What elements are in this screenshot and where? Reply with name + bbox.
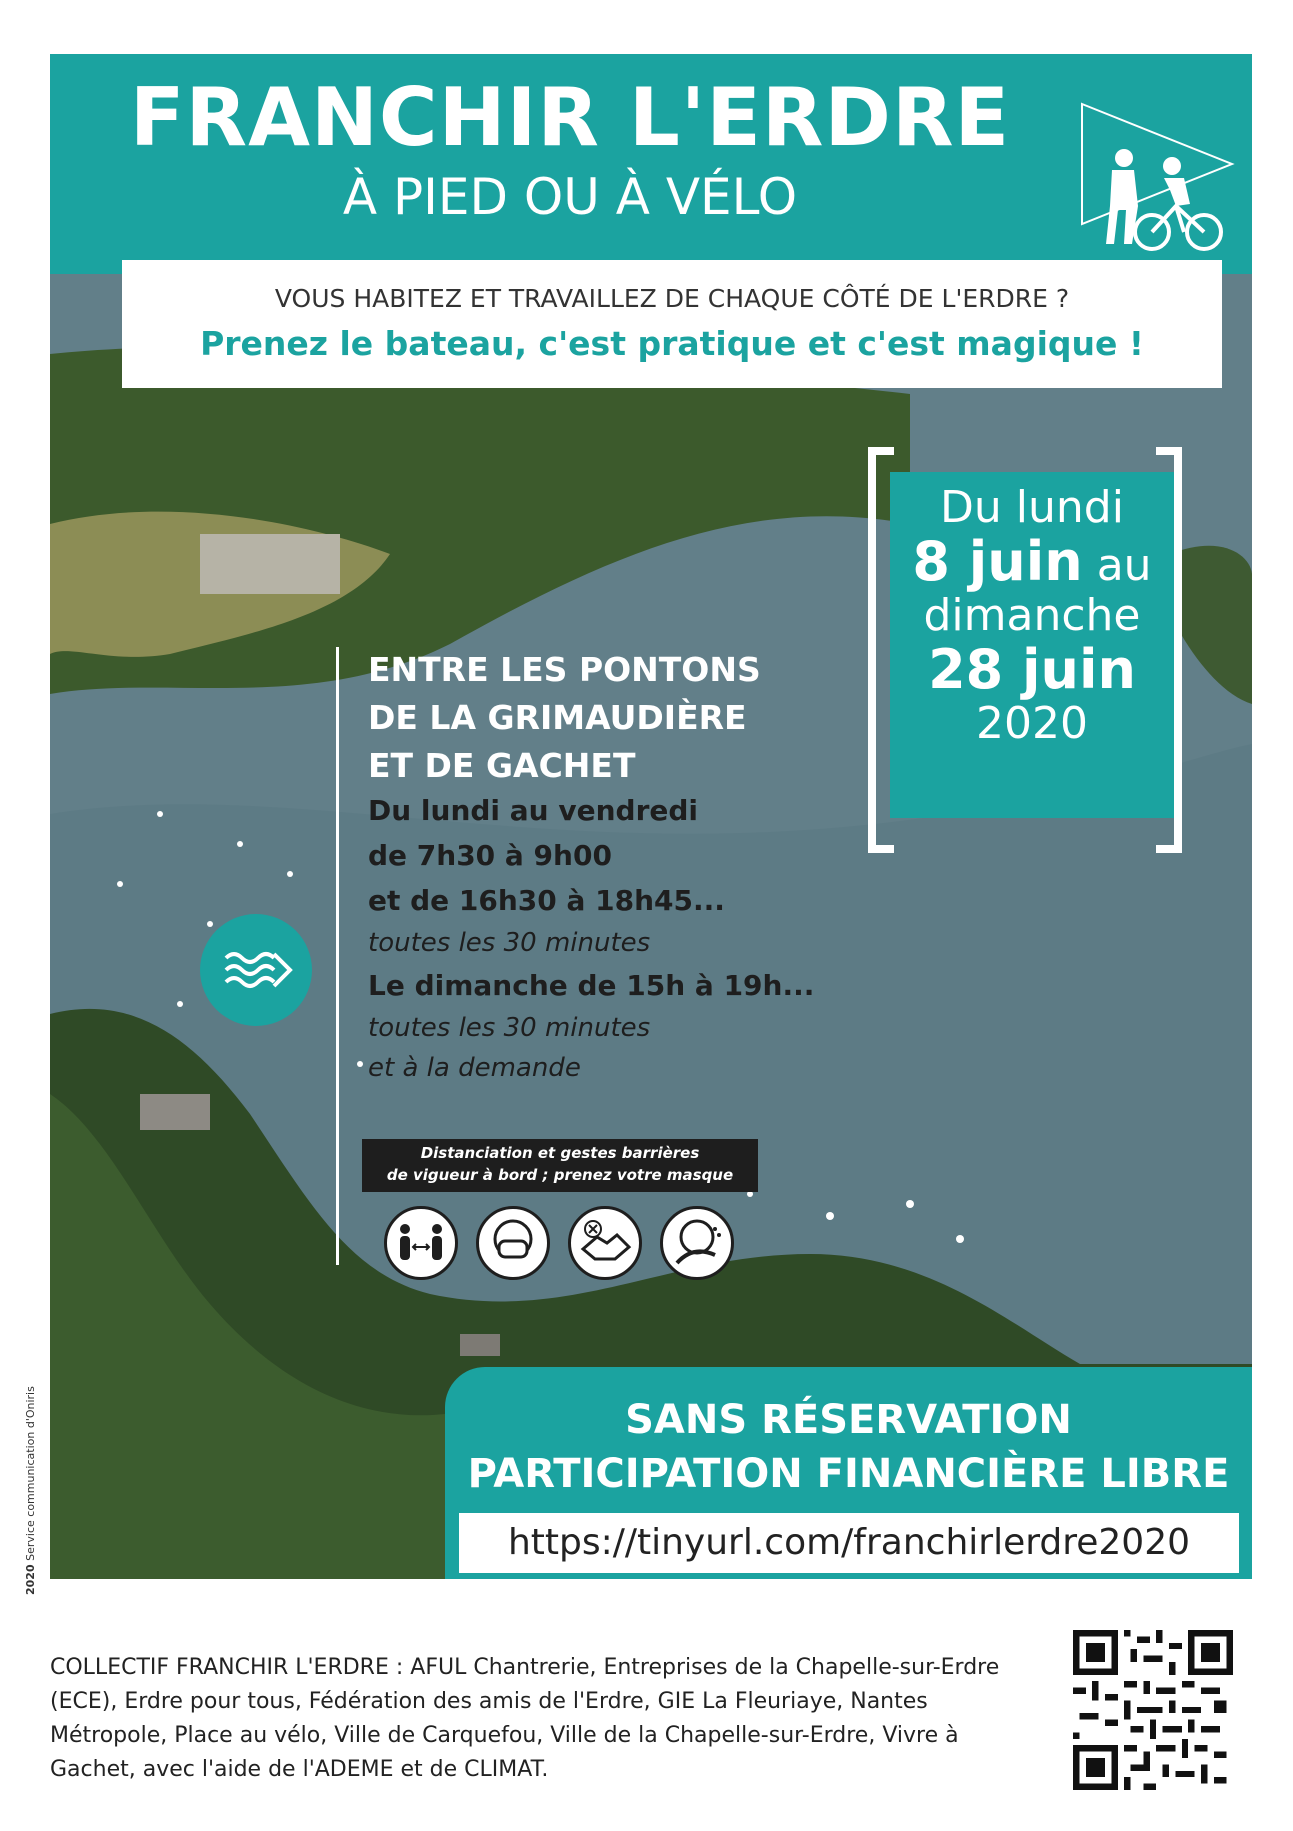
header-band [50, 54, 1252, 274]
schedule-weekdays: Du lundi au vendredi [368, 794, 699, 827]
collectif-text: COLLECTIF FRANCHIR L'ERDRE : AFUL Chantrerie, Entreprises de la Chapelle-sur-Erdre (ECE), Erdre pour tous, Fédération des amis de l'Erdre, GIE La Fleuriaye, Nantes Métropole, Place au vélo, Ville de Carquefou, Ville de la Chapelle-sur-Erdre, Vivre à Gachet, avec l'aide de l'ADEME et de CLIMAT. [50, 1655, 1000, 1782]
date-line-2 [890, 530, 1174, 594]
pedestrian-and-cyclist-flag-icon [1072, 94, 1242, 254]
waves-arrow-icon [200, 914, 312, 1026]
route-line-1: ENTRE LES PONTONS [368, 650, 761, 689]
main-title: FRANCHIR L'ERDRE [129, 71, 1011, 164]
route-line-3: ET DE GACHET [368, 746, 636, 785]
date-line-3: dimanche [923, 589, 1141, 641]
notice-line-1: Distanciation et gestes barrières [420, 1144, 700, 1162]
poster [50, 54, 1252, 1579]
tagline-punchline: Prenez le bateau, c'est pratique et c'est magique ! [200, 324, 1144, 363]
schedule-frequency-1: toutes les 30 minutes [368, 928, 651, 958]
route-line-2: DE LA GRIMAUDIÈRE [368, 698, 747, 737]
schedule-morning: de 7h30 à 9h00 [368, 839, 612, 872]
qr-code-icon[interactable] [1073, 1630, 1233, 1790]
divider-line [336, 647, 339, 1265]
end-date: 28 juin [928, 638, 1136, 702]
subtitle: À PIED OU À VÉLO [342, 168, 798, 226]
photo-credit [24, 1386, 37, 1595]
date-year: 2020 [976, 697, 1088, 749]
date-line-1: Du lundi [940, 482, 1124, 533]
event-url-link[interactable]: https://tinyurl.com/franchirlerdre2020 [459, 1513, 1239, 1573]
safety-notice [362, 1139, 758, 1192]
tagline-question: VOUS HABITEZ ET TRAVAILLEZ DE CHAQUE CÔTÉ DE L'ERDRE ? [274, 284, 1070, 313]
mask-icon [476, 1206, 550, 1280]
cough-in-elbow-icon [660, 1206, 734, 1280]
notice-line-2: de vigueur à bord ; prenez votre masque [386, 1166, 734, 1184]
start-date: 8 juin [912, 530, 1083, 594]
no-booking-text: SANS RÉSERVATION [625, 1397, 1072, 1443]
no-handshake-icon [568, 1206, 642, 1280]
schedule-on-demand: et à la demande [368, 1053, 581, 1083]
credit-year: 2020 [24, 1564, 37, 1595]
schedule-frequency-2: toutes les 30 minutes [368, 1013, 651, 1043]
date-box [890, 472, 1174, 818]
date-au: au [1096, 540, 1152, 592]
safety-icons [384, 1206, 744, 1286]
schedule-evening: et de 16h30 à 18h45... [368, 884, 725, 917]
schedule-sunday: Le dimanche de 15h à 19h... [368, 969, 815, 1002]
schedule [368, 788, 928, 1088]
free-participation-text: PARTICIPATION FINANCIÈRE LIBRE [467, 1451, 1230, 1497]
tagline-box [122, 260, 1222, 388]
route-text [368, 646, 888, 790]
credit-text: Service communication d'Oniris [24, 1386, 37, 1561]
distancing-icon [384, 1206, 458, 1280]
footer-band [445, 1367, 1252, 1579]
